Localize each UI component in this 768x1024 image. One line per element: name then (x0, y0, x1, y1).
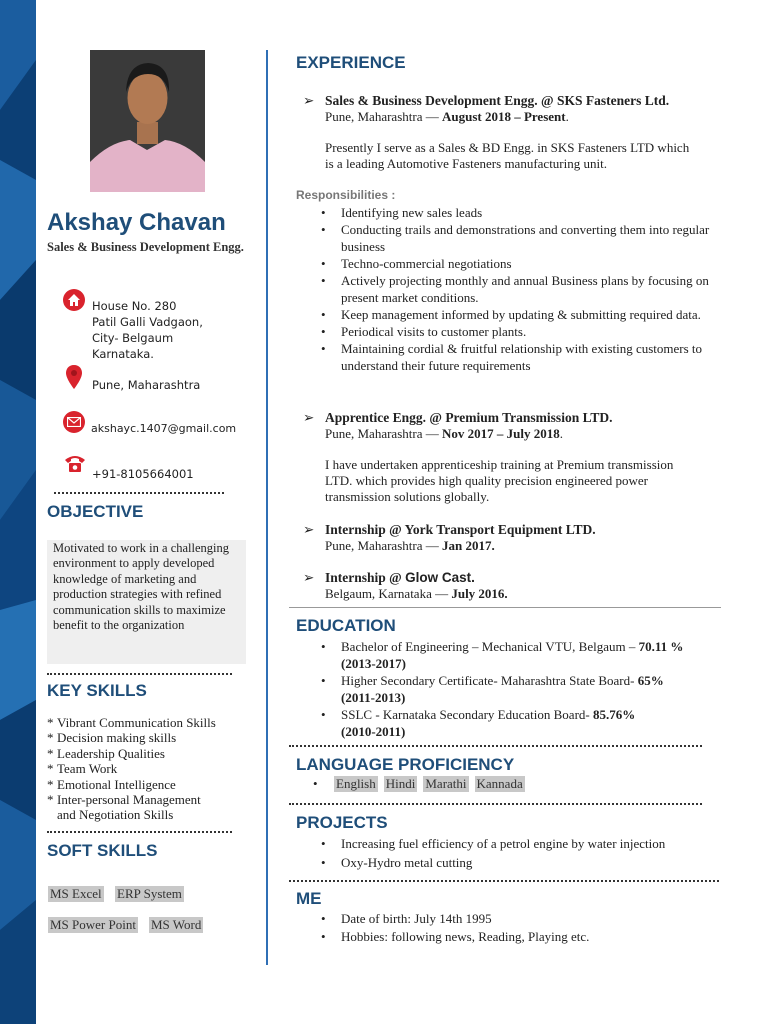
list-item: • Higher Secondary Certificate- Maharashtra State Board- 65% (2011-2013) (321, 673, 664, 705)
address-line: City- Belgaum (92, 331, 174, 345)
projects-list (313, 834, 723, 872)
job-location: Belgaum, Karnataka (325, 586, 432, 601)
list-item: * Leadership Qualities (47, 745, 165, 761)
language-tag: Hindi (385, 776, 416, 791)
list-item: • Date of birth: July 14th 1995 (321, 911, 492, 926)
list-item: • Conducting trails and demonstrations and converting them into regular business (321, 222, 710, 254)
soft-skill-tag: MS Excel (50, 886, 102, 901)
list-item: * Emotional Intelligence (47, 776, 176, 792)
job-title: Internship @ Glow Cast. (325, 570, 475, 585)
list-item: • Identifying new sales leads (321, 205, 483, 220)
location-pin-icon (64, 364, 84, 390)
arrow-bullet-icon: ➢ (303, 522, 315, 537)
objective-heading: OBJECTIVE (47, 502, 144, 521)
education-list (313, 638, 723, 740)
arrow-bullet-icon: ➢ (303, 93, 315, 108)
profile-photo (90, 50, 205, 192)
home-icon (63, 289, 85, 311)
address-line: Patil Galli Vadgaon, (92, 315, 203, 329)
list-item: • Maintaining cordial & fruitful relationship with existing customers to understand their future requirements (321, 341, 703, 373)
divider (47, 831, 232, 833)
divider (289, 803, 702, 805)
list-item: • Bachelor of Engineering – Mechanical VTU, Belgaum – 70.11 % (2013-2017) (321, 639, 684, 671)
job-title: Sales & Business Development Engg. @ SKS Fasteners Ltd. (325, 93, 670, 108)
divider (289, 880, 719, 882)
soft-skill-tag: MS Word (151, 917, 202, 932)
divider (289, 745, 702, 747)
address-block (92, 298, 203, 362)
job-dates: August 2018 – Present (441, 109, 566, 124)
me-list (313, 910, 723, 946)
decorative-side-strip (0, 0, 36, 1024)
job-entry: ➢ Apprentice Engg. @ Premium Transmission LTD. Pune, Maharashtra — Nov 2017 – July 2018. I have undertaken apprenticeship training at Premium transmission LTD. which provides high quality precision engineered power transmission solutions globally. (303, 410, 723, 505)
candidate-title: Sales & Business Development Engg. (47, 240, 244, 254)
phone-icon (63, 452, 87, 474)
projects-heading: PROJECTS (296, 813, 388, 832)
job-entry: ➢ Internship @ York Transport Equipment LTD. Pune, Maharashtra — Jan 2017. (303, 522, 596, 553)
phone-text: +91-8105664001 (92, 467, 194, 481)
job-title: Internship @ York Transport Equipment LTD. (325, 522, 596, 537)
soft-skill-tag: MS Power Point (50, 917, 136, 932)
job-title: Apprentice Engg. @ Premium Transmission LTD. (325, 410, 613, 425)
arrow-bullet-icon: ➢ (303, 410, 315, 425)
divider (47, 673, 232, 675)
job-description: I have undertaken apprenticeship training at Premium transmission LTD. which provides high quality precision engineered power transmission solutions globally. (325, 457, 674, 504)
list-item: * Vibrant Communication Skills (47, 715, 216, 730)
job-dates: Jan 2017. (441, 538, 495, 553)
list-item: • SSLC - Karnataka Secondary Education Board- 85.76% (2010-2011) (321, 707, 636, 739)
list-item: • Oxy-Hydro metal cutting (321, 855, 473, 870)
education-heading: EDUCATION (296, 616, 396, 635)
job-dates: July 2016. (451, 586, 508, 601)
language-tag: Marathi (425, 776, 467, 791)
job-location: Pune, Maharashtra (325, 109, 423, 124)
list-item: • Periodical visits to customer plants. (321, 324, 527, 339)
list-item: * Inter-personal Management and Negotiation Skills (47, 792, 201, 823)
email-icon (63, 411, 85, 433)
section-divider (289, 607, 721, 608)
list-item: • Increasing fuel efficiency of a petrol engine by water injection (321, 836, 666, 851)
arrow-bullet-icon: ➢ (303, 570, 315, 585)
responsibilities-label: Responsibilities : (296, 188, 396, 202)
job-description: Presently I serve as a Sales & BD Engg. in SKS Fasteners LTD which is a leading Automotive Fasteners manufacturing unit. (325, 140, 690, 171)
email-text: akshayc.1407@gmail.com (91, 422, 237, 435)
column-divider (266, 50, 268, 965)
language-list: • English Hindi Marathi Kannada (313, 776, 523, 791)
responsibilities-list (313, 204, 713, 374)
list-item: * Decision making skills (47, 730, 177, 746)
language-tag: Kannada (476, 776, 523, 791)
job-location: Pune, Maharashtra (325, 538, 423, 553)
divider (54, 492, 224, 494)
list-item: • Techno-commercial negotiations (321, 256, 512, 271)
key-skills-heading: KEY SKILLS (47, 681, 147, 700)
language-heading: LANGUAGE PROFICIENCY (296, 755, 515, 774)
list-item: • Actively projecting monthly and annual Business plans by focusing on present market conditions. (321, 273, 709, 305)
list-item: • Keep management informed by updating & submitting required data. (321, 307, 701, 322)
job-location: Pune, Maharashtra (325, 426, 423, 441)
job-entry: ➢ Sales & Business Development Engg. @ SKS Fasteners Ltd. Pune, Maharashtra — August 2018 – Present. Presently I serve as a Sales & BD Engg. in SKS Fasteners LTD which is a leading Automotive Fasteners manufacturing unit. (303, 93, 723, 172)
soft-skills-heading: SOFT SKILLS (47, 841, 158, 860)
key-skills-list (47, 715, 247, 823)
experience-heading: EXPERIENCE (296, 53, 406, 72)
list-item: • Hobbies: following news, Reading, Playing etc. (321, 929, 590, 944)
list-item: * Team Work (47, 761, 118, 777)
job-entry: ➢ Internship @ Glow Cast. Belgaum, Karnataka — July 2016. (303, 570, 508, 601)
candidate-name: Akshay Chavan (47, 209, 226, 236)
objective-text: Motivated to work in a challenging environment to apply developed knowledge of marketing and production strategies with refined communication skills to maximize benefit to the organization (47, 540, 246, 664)
me-heading: ME (296, 889, 322, 908)
address-line: Karnataka. (92, 347, 154, 361)
address-line: House No. 280 (92, 299, 177, 313)
soft-skill-tag: ERP System (117, 886, 182, 901)
location-text: Pune, Maharashtra (92, 378, 201, 392)
job-dates: Nov 2017 – July 2018 (441, 426, 560, 441)
language-tag: English (336, 776, 376, 791)
